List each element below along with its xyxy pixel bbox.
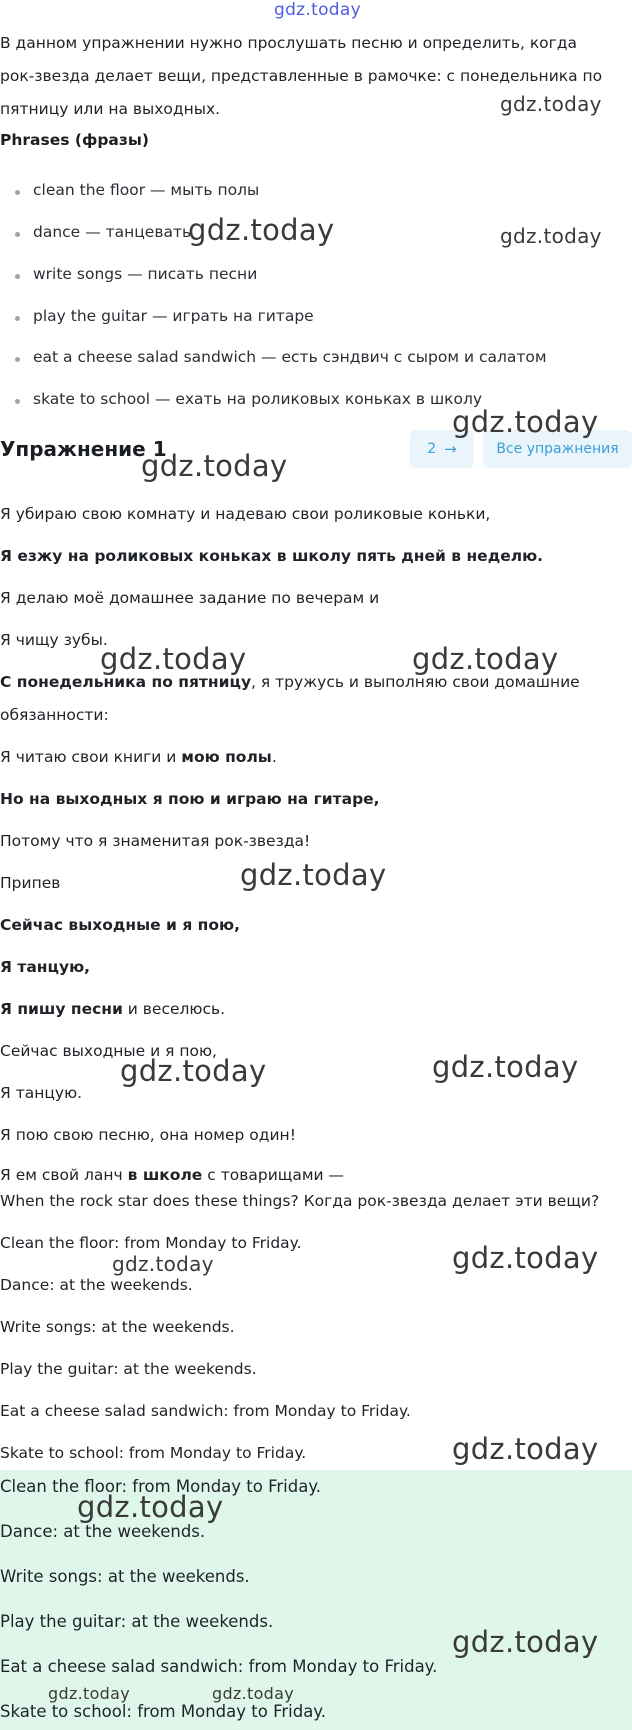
bullet-dot: [15, 357, 20, 362]
watermark: gdz.today: [500, 224, 602, 248]
phrase-item: play the guitar — играть на гитаре: [33, 307, 314, 325]
watermark: gdz.today: [452, 1241, 599, 1275]
intro-text: В данном упражнении нужно прослушать песню и определить, когда рок-звезда делает вещи, представленные в рамочке: с понедельника по пятницу или на выходных.: [0, 34, 603, 118]
phrases-heading: Phrases (фразы): [0, 131, 149, 149]
answer-line: Write songs: at the weekends.: [0, 1318, 235, 1336]
answer-highlight-box: [0, 1470, 632, 1730]
song-line: Припев: [0, 874, 61, 892]
highlighted-answer: Skate to school: from Monday to Friday.: [0, 1702, 326, 1721]
phrase-item: eat a cheese salad sandwich — есть сэндвич с сыром и салатом: [33, 348, 547, 366]
bullet-dot: [15, 316, 20, 321]
song-fragment: Я читаю свои книги и: [0, 748, 182, 766]
answer-line: Clean the floor: from Monday to Friday.: [0, 1234, 302, 1252]
watermark: gdz.today: [452, 1432, 599, 1466]
song-bold-fragment: Я пишу песни: [0, 1000, 123, 1018]
watermark: gdz.today: [100, 642, 247, 676]
highlighted-answer: Eat a cheese salad sandwich: from Monday to Friday.: [0, 1657, 438, 1676]
watermark: gdz.today: [112, 1252, 214, 1276]
phrase-item: clean the floor — мыть полы: [33, 181, 260, 199]
song-line: обязанности:: [0, 706, 109, 724]
song-line: Я пою свою песню, она номер один!: [0, 1126, 296, 1144]
answer-line: Skate to school: from Monday to Friday.: [0, 1444, 307, 1462]
phrase-item: write songs — писать песни: [33, 265, 258, 283]
highlighted-answer: Dance: at the weekends.: [0, 1522, 206, 1541]
answer-line: Play the guitar: at the weekends.: [0, 1360, 257, 1378]
watermark: gdz.today: [212, 1684, 294, 1703]
song-line: Сейчас выходные и я пою,: [0, 916, 240, 934]
song-line: [0, 1000, 225, 1018]
bullet-dot: [15, 399, 20, 404]
watermark-top: gdz.today: [274, 0, 361, 20]
phrase-item: skate to school — ехать на роликовых коньках в школу: [33, 390, 483, 408]
watermark: gdz.today: [188, 213, 335, 247]
song-line: Но на выходных я пою и играю на гитаре,: [0, 790, 380, 808]
all-exercises-button[interactable]: Все упражнения: [483, 430, 632, 468]
song-fragment: , я тружусь и выполняю свои домашние: [251, 673, 580, 691]
song-line: [0, 673, 580, 691]
exercise-title: Упражнение 1: [0, 437, 167, 461]
song-line: [0, 1166, 344, 1184]
watermark: gdz.today: [48, 1684, 130, 1703]
song-line: Я танцую.: [0, 1084, 83, 1102]
next-exercise-button[interactable]: [410, 430, 474, 468]
answer-line: Dance: at the weekends.: [0, 1276, 193, 1294]
watermark: gdz.today: [120, 1054, 267, 1088]
song-line: Потому что я знаменитая рок-звезда!: [0, 832, 311, 850]
song-fragment: Я ем свой ланч: [0, 1166, 128, 1184]
song-line: Я езжу на роликовых коньках в школу пять дней в неделю.: [0, 547, 544, 565]
song-line: Я танцую,: [0, 958, 91, 976]
song-line: Я делаю моё домашнее задание по вечерам и: [0, 589, 380, 607]
watermark: gdz.today: [452, 1625, 599, 1659]
song-bold-fragment: С понедельника по пятницу: [0, 673, 252, 691]
watermark: gdz.today: [452, 405, 599, 439]
song-line: [0, 748, 277, 766]
watermark: gdz.today: [77, 1490, 224, 1524]
question-line: When the rock star does these things? Когда рок-звезда делает эти вещи?: [0, 1192, 600, 1210]
phrase-item: dance — танцевать: [33, 223, 192, 241]
song-bold-fragment: в школе: [127, 1166, 203, 1184]
arrow-right-icon: →: [444, 440, 457, 458]
highlighted-answer: Write songs: at the weekends.: [0, 1567, 250, 1586]
bullet-dot: [15, 274, 20, 279]
song-line: Я чищу зубы.: [0, 631, 108, 649]
watermark: gdz.today: [412, 642, 559, 676]
next-page-number: 2: [427, 441, 437, 457]
highlighted-answer: Play the guitar: at the weekends.: [0, 1612, 274, 1631]
song-bold-fragment: мою полы: [181, 748, 272, 766]
bullet-dot: [15, 190, 20, 195]
song-line: Сейчас выходные и я пою,: [0, 1042, 217, 1060]
watermark: gdz.today: [141, 449, 288, 483]
song-line: Я убираю свою комнату и надеваю свои роликовые коньки,: [0, 505, 491, 523]
watermark: gdz.today: [500, 92, 602, 116]
song-fragment: .: [271, 748, 277, 766]
song-fragment: и веселюсь.: [122, 1000, 226, 1018]
song-fragment: с товарищами —: [202, 1166, 345, 1184]
bullet-dot: [15, 232, 20, 237]
highlighted-answer: Clean the floor: from Monday to Friday.: [0, 1477, 322, 1496]
watermark: gdz.today: [432, 1050, 579, 1084]
answer-line: Eat a cheese salad sandwich: from Monday to Friday.: [0, 1402, 411, 1420]
watermark: gdz.today: [240, 858, 387, 892]
